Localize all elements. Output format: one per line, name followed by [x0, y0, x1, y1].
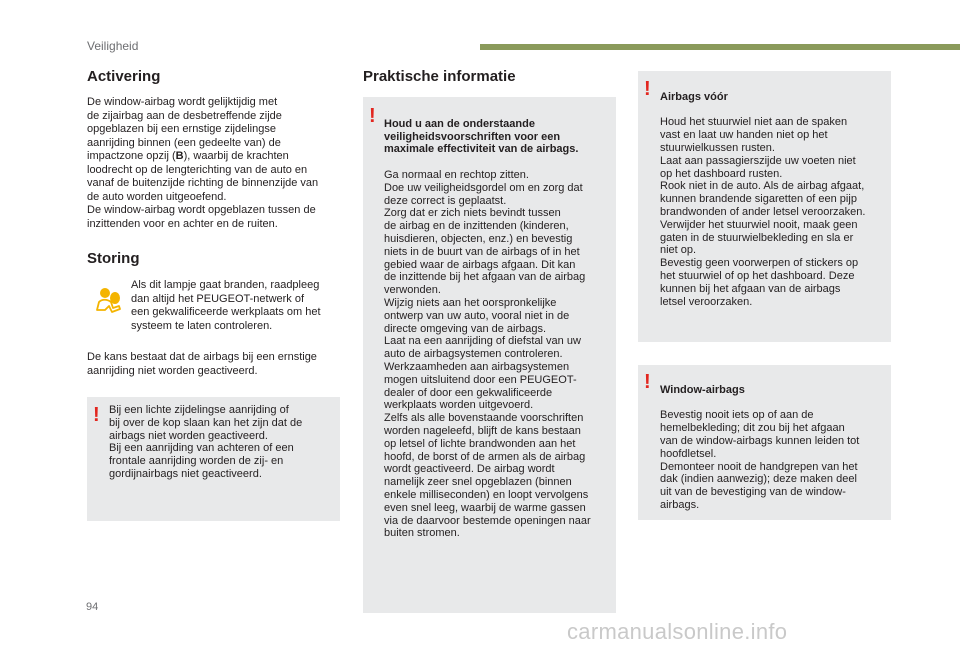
storing-warning-text: Bij een lichte zijdelingse aanrijding of bij over de kop slaan kan het zijn dat de airbags niet worden geactiveerd. Bij een aanrijding van achteren of een frontale aanrijding worden de zij- en gordijnairbags niet geactiveerd. — [109, 404, 303, 480]
storing-warning-box — [87, 397, 340, 521]
praktisch-warning-title: Houd u aan de onderstaande veiligheidsvoorschriften voor een maximale effectiviteit van de airbags. — [384, 117, 579, 156]
section-title: Veiligheid — [87, 39, 139, 53]
warning-icon: ! — [369, 105, 376, 127]
warning-icon: ! — [644, 78, 651, 100]
heading-storing: Storing — [87, 250, 140, 267]
airbags-voor-box — [638, 71, 891, 342]
warning-icon: ! — [93, 404, 100, 426]
praktisch-warning-text: Ga normaal en rechtop zitten. Doe uw veiligheidsgordel om en zorg dat deze correct is geplaatst. Zorg dat er zich niets bevindt tussen de airbag en de inzittenden (kinderen, huisdieren, objecten, enz.) en bevestig niets in de buurt van de airbags of in het gebied waar de airbags afgaan. Dit kan de inzittende bij het afgaan van de airbag verwonden. Wijzig niets aan het oorspronkelijke ontwerp van uw auto, vooral niet in de directe omgeving van de airbags. Laat na een aanrijding of diefstal van uw auto de airbagsystemen controleren. Werkzaamheden aan airbagsystemen mogen uitsluitend door een PEUGEOT- dealer of door een gekwalificeerde werkplaats worden uitgevoerd. Zelfs als alle bovenstaande voorschriften worden nageleefd, blijft de kans bestaan op letsel of lichte brandwonden aan het hoofd, de borst of de armen als de airbag wordt geactiveerd. De airbag wordt namelijk zeer snel opgeblazen (binnen enkele milliseconden) en loopt vervolgens even snel leeg, waarbij de warme gassen via de daarvoor bestemde openingen naar buiten stromen. — [384, 168, 591, 540]
activering-text — [87, 96, 347, 231]
section-accent-bar — [480, 44, 960, 50]
activering-text-b: B — [175, 150, 184, 162]
heading-activering: Activering — [87, 68, 161, 85]
airbags-voor-text: Houd het stuurwiel niet aan de spaken vast en laat uw handen niet op het stuurwielkussen rusten. Laat aan passagierszijde uw voeten niet op het dashboard rusten. Rook niet in de auto. Als de airbag afgaat, kunnen brandende sigaretten of een pijp brandwonden of ander letsel veroorzaken. Verwijder het stuurwiel nooit, maak geen gaten in de stuurwielbekleding en sla er niet op. Bevestig geen voorwerpen of stickers op het stuurwiel of op het dashboard. Deze kunnen bij het afgaan van de airbags letsel veroorzaken. — [660, 116, 866, 308]
airbags-voor-content — [660, 78, 888, 321]
window-airbags-text: Bevestig nooit iets op of aan de hemelbekleding; dit zou bij het afgaan van de window-airbags kunnen leiden tot hoofdletsel. Demonteer nooit de handgrepen van het dak (indien aanwezig); deze maken deel uit van de bevestiging van de window- airbags. — [660, 409, 860, 511]
page-number: 94 — [86, 601, 99, 613]
praktisch-warning-box — [363, 97, 616, 613]
heading-praktische-informatie: Praktische informatie — [363, 68, 516, 85]
praktisch-warning-content — [384, 105, 612, 553]
storing-lamp-text: Als dit lampje gaat branden, raadpleeg dan altijd het PEUGEOT-netwerk of een gekwalificeerde werkplaats om het systeem te laten controleren. — [131, 279, 321, 332]
airbag-warning-lamp-icon — [93, 286, 123, 316]
activering-text-1: De window-airbag wordt gelijktijdig met de zijairbag aan de desbetreffende zijde opgeblazen bij een ernstige zijdelingse aanrijding binnen (een gedeelte van) de impactzone opzij ( — [87, 96, 282, 162]
window-airbags-title: Window-airbags — [660, 383, 745, 396]
storing-text: De kans bestaat dat de airbags bij een ernstige aanrijding niet worden geactiveerd. — [87, 351, 317, 377]
window-airbags-box — [638, 365, 891, 520]
activering-text-2: ), waarbij de krachten loodrecht op de lengterichting van de auto en vanaf de buitenzijde richting de binnenzijde van de auto worden uitgeoefend. De window-airbag wordt opgeblazen tussen de inzittenden voor en achter en de ruiten. — [87, 150, 319, 230]
airbags-voor-title: Airbags vóór — [660, 90, 728, 103]
warning-icon: ! — [644, 371, 651, 393]
watermark: carmanualsonline.info — [567, 619, 788, 644]
window-airbags-content — [660, 371, 888, 525]
